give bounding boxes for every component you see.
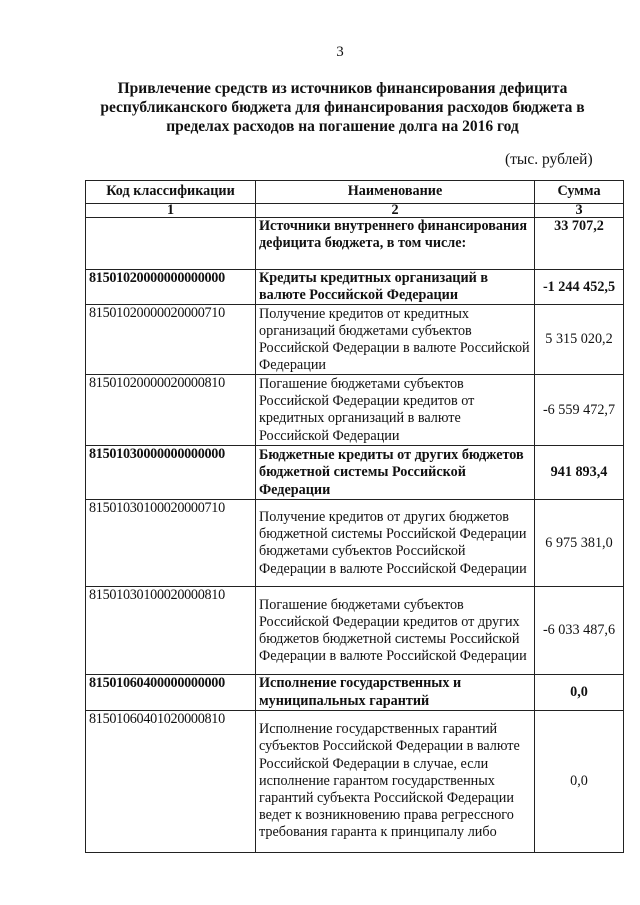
column-numbering-row bbox=[86, 204, 624, 218]
row-name: Исполнение государственных гарантий субъектов Российской Федерации в валюте Российской Федерации в случае, если исполнение гарантом государственных гарантий субъекта Российской Федерации ведет к возникновению права регрессного требования гаранта к принципалу либо bbox=[256, 710, 535, 852]
row-sum: -6 559 472,7 bbox=[535, 375, 624, 446]
row-name: Погашение бюджетами субъектов Российской Федерации кредитов от кредитных организаций в валюте Российской Федерации bbox=[256, 375, 535, 446]
column-number-1: 1 bbox=[86, 204, 256, 218]
row-name: Кредиты кредитных организаций в валюте Российской Федерации bbox=[256, 270, 535, 305]
table-row bbox=[86, 446, 624, 500]
row-code bbox=[86, 218, 256, 270]
row-sum: 0,0 bbox=[535, 710, 624, 852]
row-name: Исполнение государственных и муниципальных гарантий bbox=[256, 675, 535, 710]
table-row bbox=[86, 500, 624, 587]
table-header-row bbox=[86, 181, 624, 204]
table-row bbox=[86, 710, 624, 852]
document-title: Привлечение средств из источников финансирования дефицита республиканского бюджета для финансирования расходов бюджета в пределах расходов на погашение долга на 2016 год bbox=[100, 80, 585, 135]
page-number: 3 bbox=[336, 44, 344, 60]
row-sum: 941 893,4 bbox=[535, 446, 624, 500]
row-code: 81501020000000000000 bbox=[86, 270, 256, 305]
column-number-2: 2 bbox=[256, 204, 535, 218]
row-code: 81501020000020000710 bbox=[86, 305, 256, 375]
header-code: Код классификации bbox=[86, 181, 256, 204]
row-code: 81501030100020000810 bbox=[86, 587, 256, 675]
row-name: Источники внутреннего финансирования дефицита бюджета, в том числе: bbox=[256, 218, 535, 270]
row-code: 81501020000020000810 bbox=[86, 375, 256, 446]
table-row bbox=[86, 587, 624, 675]
row-sum: 6 975 381,0 bbox=[535, 500, 624, 587]
row-sum: 5 315 020,2 bbox=[535, 305, 624, 375]
row-code: 81501030100020000710 bbox=[86, 500, 256, 587]
row-sum: -6 033 487,6 bbox=[535, 587, 624, 675]
table-row bbox=[86, 218, 624, 270]
row-code: 81501060400000000000 bbox=[86, 675, 256, 710]
row-sum: -1 244 452,5 bbox=[535, 270, 624, 305]
row-name: Погашение бюджетами субъектов Российской Федерации кредитов от других бюджетов бюджетной системы Российской Федерации в валюте Российской Федерации bbox=[256, 587, 535, 675]
table-row bbox=[86, 375, 624, 446]
table-row bbox=[86, 305, 624, 375]
budget-sources-table bbox=[85, 180, 624, 853]
row-name: Получение кредитов от кредитных организаций бюджетами субъектов Российской Федерации в валюте Российской Федерации bbox=[256, 305, 535, 375]
row-sum: 33 707,2 bbox=[535, 218, 624, 270]
row-code: 81501060401020000810 bbox=[86, 710, 256, 852]
header-sum: Сумма bbox=[535, 181, 624, 204]
row-sum: 0,0 bbox=[535, 675, 624, 710]
table-row bbox=[86, 270, 624, 305]
header-name: Наименование bbox=[256, 181, 535, 204]
units-label: (тыс. рублей) bbox=[505, 151, 593, 168]
table-row bbox=[86, 675, 624, 710]
row-name: Бюджетные кредиты от других бюджетов бюджетной системы Российской Федерации bbox=[256, 446, 535, 500]
row-code: 81501030000000000000 bbox=[86, 446, 256, 500]
column-number-3: 3 bbox=[535, 204, 624, 218]
row-name: Получение кредитов от других бюджетов бюджетной системы Российской Федерации бюджетами субъектов Российской Федерации в валюте Российской Федерации bbox=[256, 500, 535, 587]
